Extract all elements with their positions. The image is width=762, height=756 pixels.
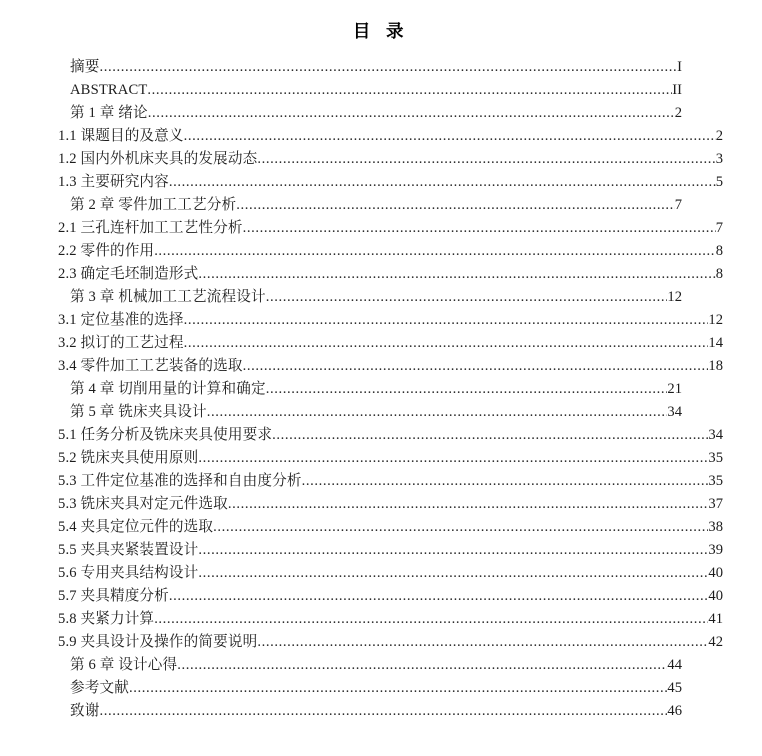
toc-entry-label: 5.3 工件定位基准的选择和自由度分析 [58, 473, 302, 489]
toc-entry-page-number: II [672, 82, 682, 98]
toc-dot-leader [236, 194, 674, 209]
toc-entry[interactable] [0, 401, 762, 424]
toc-entry-page-number: 3 [715, 151, 723, 167]
toc-entry[interactable] [0, 608, 762, 631]
toc-entry[interactable] [0, 148, 762, 171]
toc-dot-leader [257, 631, 708, 646]
toc-dot-leader [147, 79, 672, 94]
toc-entry[interactable] [0, 194, 762, 217]
toc-entry-page-number: 41 [708, 611, 723, 627]
toc-entry-label: 第 4 章 切削用量的计算和确定 [70, 381, 266, 397]
toc-entry[interactable] [0, 263, 762, 286]
toc-entry[interactable] [0, 125, 762, 148]
toc-dot-leader [184, 125, 716, 140]
toc-entry-label: 5.4 夹具定位元件的选取 [58, 519, 214, 535]
toc-dot-leader [129, 677, 667, 692]
toc-entry[interactable] [0, 539, 762, 562]
toc-entry-label: 第 5 章 铣床夹具设计 [70, 404, 207, 420]
toc-entry-label: 致谢 [70, 703, 100, 719]
toc-dot-leader [266, 378, 668, 393]
toc-entry[interactable] [0, 654, 762, 677]
toc-entry-page-number: 46 [667, 703, 682, 719]
toc-dot-leader [198, 562, 708, 577]
toc-entry-page-number: 34 [708, 427, 723, 443]
toc-entry-page-number: 8 [715, 243, 723, 259]
toc-entry-label: 摘要 [70, 59, 100, 75]
toc-entry[interactable] [0, 332, 762, 355]
toc-dot-leader [184, 309, 709, 324]
toc-entry-label: 5.7 夹具精度分析 [58, 588, 169, 604]
toc-entry[interactable] [0, 493, 762, 516]
toc-entry-page-number: 35 [708, 450, 723, 466]
toc-entry-page-number: 18 [708, 358, 723, 374]
toc-entry-page-number: 12 [708, 312, 723, 328]
toc-dot-leader [198, 263, 715, 278]
toc-entry-page-number: 37 [708, 496, 723, 512]
toc-entry[interactable] [0, 447, 762, 470]
toc-dot-leader [169, 585, 708, 600]
toc-entry[interactable] [0, 585, 762, 608]
toc-entry-label: 5.9 夹具设计及操作的简要说明 [58, 634, 258, 650]
toc-dot-leader [207, 401, 668, 416]
toc-entry-label: 第 2 章 零件加工工艺分析 [70, 197, 237, 213]
toc-entry[interactable] [0, 470, 762, 493]
toc-entry[interactable] [0, 79, 762, 102]
toc-entry-page-number: 12 [667, 289, 682, 305]
toc-dot-leader [272, 424, 708, 439]
toc-entry[interactable] [0, 424, 762, 447]
toc-entry-label: 1.1 课题目的及意义 [58, 128, 184, 144]
toc-entry-page-number: 44 [667, 657, 682, 673]
toc-entry[interactable] [0, 171, 762, 194]
toc-entry-label: 第 6 章 设计心得 [70, 657, 178, 673]
toc-entry[interactable] [0, 240, 762, 263]
toc-entry-label: 5.1 任务分析及铣床夹具使用要求 [58, 427, 273, 443]
toc-dot-leader [169, 171, 716, 186]
toc-dot-leader [213, 516, 708, 531]
toc-entry-page-number: 42 [708, 634, 723, 650]
toc-dot-leader [99, 700, 667, 715]
toc-entry-label: 2.2 零件的作用 [58, 243, 155, 259]
toc-dot-leader [243, 355, 709, 370]
toc-entry[interactable] [0, 516, 762, 539]
toc-entry[interactable] [0, 102, 762, 125]
toc-entry-label: 3.2 拟订的工艺过程 [58, 335, 184, 351]
toc-entry[interactable] [0, 56, 762, 79]
toc-entry-page-number: 5 [715, 174, 723, 190]
toc-entry-page-number: 35 [708, 473, 723, 489]
toc-entry-page-number: I [677, 59, 682, 75]
toc-entry-page-number: 14 [708, 335, 723, 351]
page-title: 目 录 [352, 21, 410, 41]
toc-entry[interactable] [0, 562, 762, 585]
toc-entry-page-number: 21 [667, 381, 682, 397]
toc-dot-leader [154, 240, 716, 255]
toc-entry[interactable] [0, 217, 762, 240]
toc-dot-leader [177, 654, 667, 669]
toc-dot-leader [99, 56, 677, 71]
toc-entry[interactable] [0, 309, 762, 332]
toc-entry-label: 3.4 零件加工工艺装备的选取 [58, 358, 243, 374]
toc-entry-label: 1.3 主要研究内容 [58, 174, 169, 190]
toc-entry-label: 5.6 专用夹具结构设计 [58, 565, 199, 581]
toc-dot-leader [228, 493, 709, 508]
toc-dot-leader [154, 608, 708, 623]
toc-entry-label: ABSTRACT [70, 82, 148, 98]
toc-dot-leader [266, 286, 668, 301]
toc-dot-leader [257, 148, 715, 163]
toc-entry-page-number: 7 [715, 220, 723, 236]
toc-dot-leader [243, 217, 716, 232]
toc-entry-label: 第 1 章 绪论 [70, 105, 148, 121]
toc-entry-label: 5.2 铣床夹具使用原则 [58, 450, 199, 466]
toc-entry[interactable] [0, 677, 762, 700]
toc-dot-leader [148, 102, 675, 117]
toc-entry-page-number: 2 [674, 105, 682, 121]
table-of-contents-list [0, 56, 762, 723]
toc-entry-label: 1.2 国内外机床夹具的发展动态 [58, 151, 258, 167]
toc-dot-leader [184, 332, 709, 347]
toc-entry-page-number: 40 [708, 565, 723, 581]
toc-dot-leader [198, 539, 708, 554]
toc-entry[interactable] [0, 286, 762, 309]
toc-entry-label: 5.3 铣床夹具对定元件选取 [58, 496, 228, 512]
toc-entry-page-number: 38 [708, 519, 723, 535]
toc-entry[interactable] [0, 700, 762, 723]
toc-entry-page-number: 7 [674, 197, 682, 213]
toc-entry-page-number: 39 [708, 542, 723, 558]
toc-entry-label: 3.1 定位基准的选择 [58, 312, 184, 328]
toc-entry-label: 2.3 确定毛坯制造形式 [58, 266, 199, 282]
toc-dot-leader [302, 470, 709, 485]
toc-entry-page-number: 34 [667, 404, 682, 420]
toc-entry[interactable] [0, 355, 762, 378]
toc-entry-label: 5.5 夹具夹紧装置设计 [58, 542, 199, 558]
toc-entry-label: 第 3 章 机械加工工艺流程设计 [70, 289, 266, 305]
toc-entry[interactable] [0, 631, 762, 654]
toc-entry-page-number: 45 [667, 680, 682, 696]
toc-entry-page-number: 8 [715, 266, 723, 282]
toc-dot-leader [198, 447, 708, 462]
toc-entry-label: 2.1 三孔连杆加工工艺性分析 [58, 220, 243, 236]
toc-entry-label: 5.8 夹紧力计算 [58, 611, 155, 627]
toc-entry-page-number: 40 [708, 588, 723, 604]
toc-entry[interactable] [0, 378, 762, 401]
toc-entry-page-number: 2 [715, 128, 723, 144]
toc-entry-label: 参考文献 [70, 680, 129, 696]
